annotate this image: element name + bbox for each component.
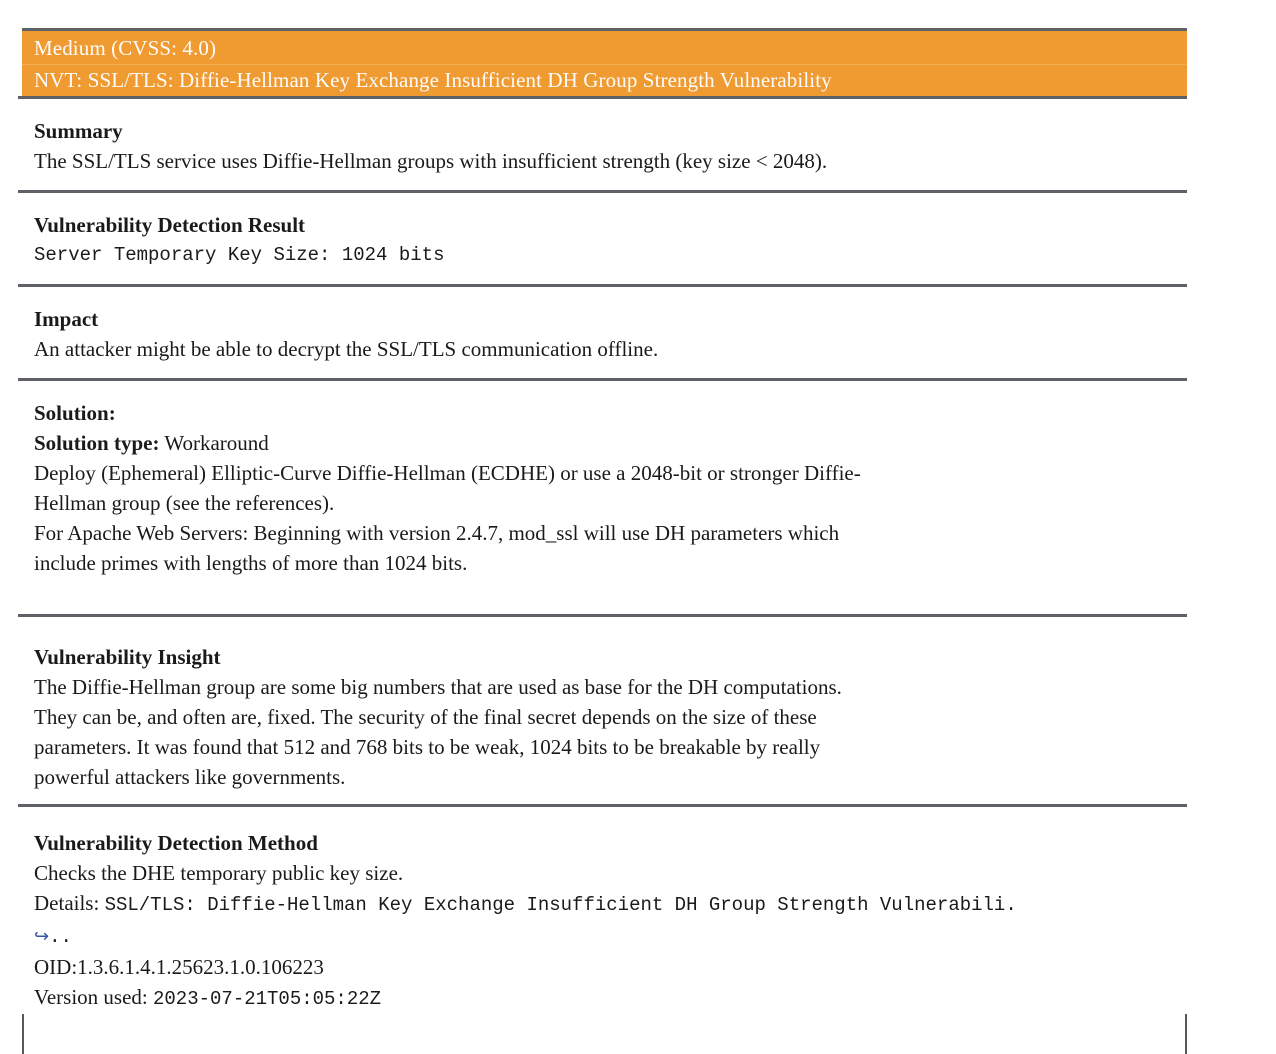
detection-method-oid: OID:1.3.6.1.4.1.25623.1.0.106223 [34, 955, 324, 979]
solution-heading: Solution: [34, 401, 116, 425]
detection-method-text: Checks the DHE temporary public key size. [34, 861, 404, 885]
hook-arrow-icon: ↪ [34, 926, 50, 947]
details-value: SSL/TLS: Diffie-Hellman Key Exchange Insufficient DH Group Strength Vulnerabili. [104, 894, 1017, 916]
severity-badge: Medium (CVSS: 4.0) [34, 36, 217, 60]
insight-line: The Diffie-Hellman group are some big numbers that are used as base for the DH computations. [34, 675, 842, 699]
section-vulnerability-insight [22, 617, 1187, 804]
section-rule [18, 804, 1187, 807]
solution-line: For Apache Web Servers: Beginning with version 2.4.7, mod_ssl will use DH parameters which [34, 521, 840, 545]
impact-text: An attacker might be able to decrypt the SSL/TLS communication offline. [34, 337, 659, 361]
solution-type-label: Solution type: [34, 431, 160, 455]
insight-line: They can be, and often are, fixed. The security of the final secret depends on the size of these [34, 705, 817, 729]
solution-line: include primes with lengths of more than 1024 bits. [34, 551, 468, 575]
version-label: Version used: [34, 985, 148, 1009]
impact-heading: Impact [34, 307, 99, 331]
solution-type-value: Workaround [164, 431, 269, 455]
version-value: 2023-07-21T05:05:22Z [153, 988, 382, 1010]
section-vulnerability-detection-method [22, 807, 1187, 1014]
section-vulnerability-detection-result [22, 193, 1187, 284]
report-header [22, 28, 1187, 96]
detection-method-continuation-row [34, 920, 1187, 952]
section-summary [22, 99, 1187, 190]
detection-method-details-row [34, 888, 1187, 920]
continuation-dots: .. [49, 926, 72, 948]
details-label: Details: [34, 891, 100, 915]
section-rule [18, 190, 1187, 193]
solution-line: Hellman group (see the references). [34, 491, 335, 515]
section-rule [18, 96, 1187, 99]
section-rule [18, 378, 1187, 381]
solution-line: Deploy (Ephemeral) Elliptic-Curve Diffie-Hellman (ECDHE) or use a 2048-bit or stronger Diffie- [34, 461, 861, 485]
section-rule [18, 284, 1187, 287]
section-impact [22, 287, 1187, 378]
solution-type-row [34, 428, 1187, 458]
detection-method-heading: Vulnerability Detection Method [34, 831, 318, 855]
insight-line: parameters. It was found that 512 and 768 bits to be weak, 1024 bits to be breakable by really [34, 735, 821, 759]
detection-result-heading: Vulnerability Detection Result [34, 213, 306, 237]
summary-heading: Summary [34, 119, 123, 143]
section-solution [22, 381, 1187, 614]
nvt-title: NVT: SSL/TLS: Diffie-Hellman Key Exchange Insufficient DH Group Strength Vulnerability [34, 68, 832, 92]
detection-method-version-row [34, 982, 1187, 1014]
insight-heading: Vulnerability Insight [34, 645, 221, 669]
vulnerability-report-table [22, 28, 1187, 1014]
section-rule [18, 614, 1187, 617]
summary-text: The SSL/TLS service uses Diffie-Hellman groups with insufficient strength (key size < 2048). [34, 149, 828, 173]
insight-line: powerful attackers like governments. [34, 765, 346, 789]
detection-result-value: Server Temporary Key Size: 1024 bits [34, 244, 445, 266]
